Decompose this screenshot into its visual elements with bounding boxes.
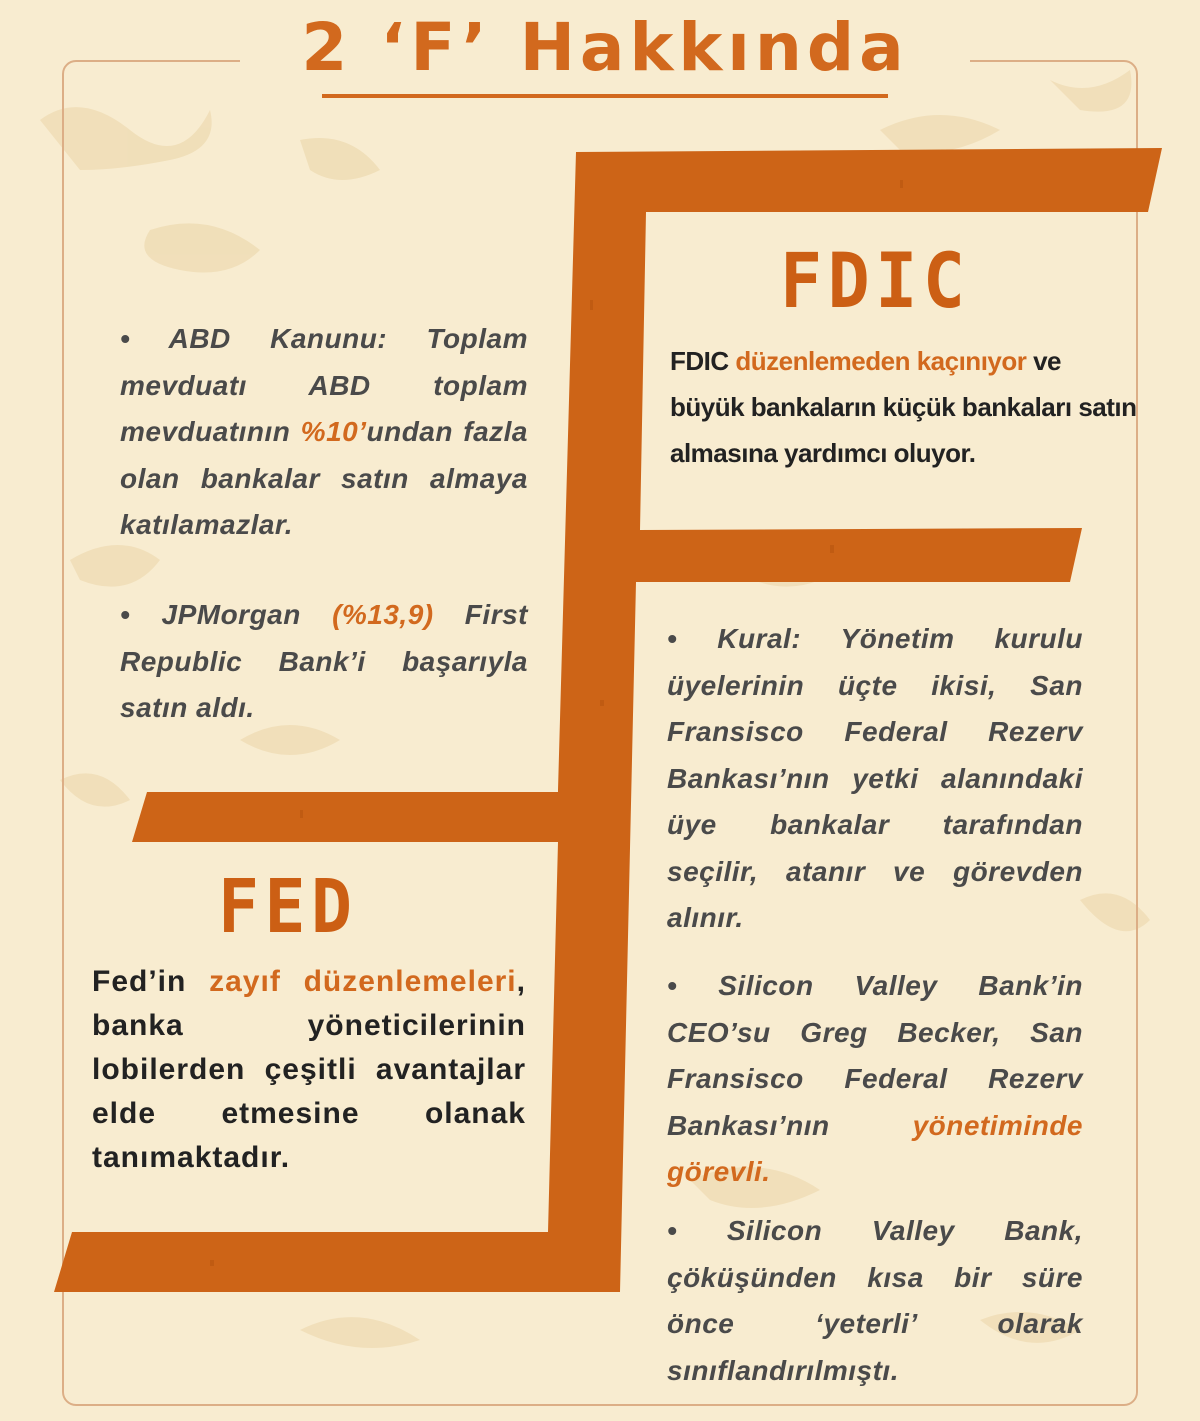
bullet-highlight: %10’ — [300, 416, 367, 447]
fdic-desc-text-2: ve büyük bankaların küçük bankaları satın almasına yardımcı oluyor. — [670, 346, 1137, 468]
fed-bullet-law — [120, 316, 528, 549]
fed-description — [92, 960, 526, 1180]
fed-desc-text-2: , banka yöneticilerinin lobilerden çeşitli avantajlar elde etmesine olanak tanımaktadır. — [92, 965, 526, 1174]
fed-desc-highlight: zayıf düzenlemeleri — [209, 965, 517, 998]
fdic-desc-text-1: FDIC — [670, 346, 736, 376]
bullet-text: • JPMorgan — [120, 599, 333, 630]
fdic-bullet-ceo — [667, 963, 1083, 1196]
fdic-bullet-rule — [667, 616, 1083, 942]
fed-bullet-jpmorgan — [120, 592, 528, 732]
bullet-highlight: yönetiminde görevli. — [667, 1109, 1083, 1187]
bullet-text: • Silicon Valley Bank, çöküşünden kısa bir süre önce ‘yeterli’ olarak sınıflandırılmıştı. — [667, 1215, 1083, 1386]
bullet-highlight: (%13,9) — [332, 599, 434, 630]
bullet-text-after: undan fazla olan bankalar satın almaya katılamazlar. — [120, 416, 528, 540]
fdic-bullet-svb — [667, 1208, 1083, 1394]
fed-desc-text-1: Fed’in — [92, 965, 210, 998]
bullet-text: • ABD Kanunu: Toplam mevduatı ABD toplam mevduatının — [120, 323, 528, 447]
bullet-text: • Kural: Yönetim kurulu üyelerinin üçte ikisi, San Fransisco Federal Rezerv Bankası’nın yetki alanındaki üye bankalar tarafından seçilir, atanır ve görevden alınır. — [667, 623, 1083, 933]
fdic-description — [670, 338, 1140, 476]
fdic-desc-highlight: düzenlemeden kaçınıyor — [735, 346, 1027, 376]
page-title: 2 ‘F’ Hakkında — [301, 9, 909, 86]
bullet-text: • Silicon Valley Bank’in CEO’su Greg Becker, San Fransisco Federal Rezerv Bankası’nın — [667, 970, 1083, 1141]
bullet-text-after: First Republic Bank’i başarıyla satın aldı. — [120, 599, 528, 723]
fdic-heading: FDIC — [780, 236, 971, 325]
fed-heading: FED — [218, 864, 358, 950]
